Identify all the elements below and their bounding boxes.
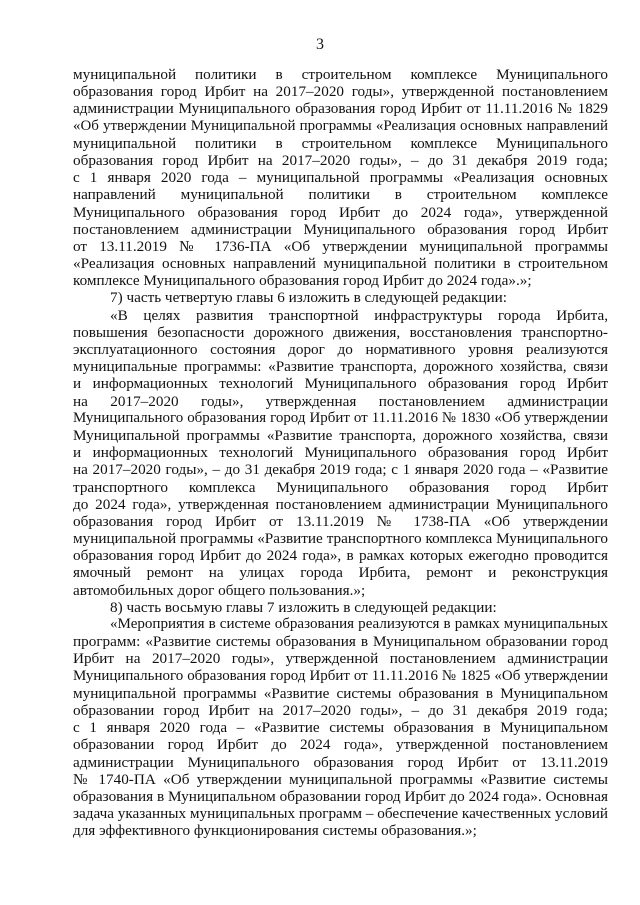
text-line: от 13.11.2019 № 1736-ПА «Об утверждении муниципальной программы xyxy=(73,237,608,255)
text-line: муниципальной программы «Развитие системы образования в Муниципальном xyxy=(73,684,608,702)
text-line: образования в Муниципальном образовании город Ирбит до 2024 года». Основная xyxy=(73,787,608,805)
text-line: программ: «Развитие системы образования в Муниципальном образовании город xyxy=(73,633,608,651)
text-line: 7) часть четвертую главы 6 изложить в следующей редакции: xyxy=(110,289,508,307)
text-line: Муниципальной программы «Развитие транспорта, дорожного хозяйства, связи xyxy=(73,426,608,444)
text-line: Муниципального образования город Ирбит от 11.11.2016 № 1825 «Об утверждении xyxy=(73,667,608,684)
text-line: эксплуатационного состояния дорог до нормативного уровня реализуются xyxy=(73,341,608,358)
text-line: № 1740-ПА «Об утверждении муниципальной программы «Развитие системы xyxy=(73,770,608,788)
text-line: «В целях развития транспортной инфраструктуры города Ирбита, xyxy=(110,306,608,324)
text-line: с 1 января 2020 года – муниципальной программы «Реализация основных xyxy=(73,169,608,187)
text-line: Ирбит на 2017–2020 годы», утвержденной постановлением администрации xyxy=(73,650,608,668)
text-line: образования город Ирбит до 2024 года», в рамках которых ежегодно проводится xyxy=(73,547,608,565)
text-line: «Реализация основных направлений муниципальной политики в строительном xyxy=(73,255,608,273)
text-line: «Мероприятия в системе образования реализуются в рамках муниципальных xyxy=(110,616,608,632)
text-line: и информационных технологий Муниципального образования город Ирбит xyxy=(73,375,608,393)
document-body xyxy=(73,66,608,839)
text-line: 8) часть восьмую главы 7 изложить в следующей редакции: xyxy=(110,598,497,616)
text-line: и информационных технологий Муниципального образования город Ирбит xyxy=(73,444,608,462)
text-line: муниципальные программы: «Развитие транспорта, дорожного хозяйства, связи xyxy=(73,358,608,376)
text-line: на 2017–2020 годы», утвержденная постановлением администрации xyxy=(73,392,608,410)
text-line: задача указанных муниципальных программ – обеспечение качественных условий xyxy=(73,805,608,823)
text-line: муниципальной программы «Развитие транспортного комплекса Муниципального xyxy=(73,530,608,548)
text-line: образования город Ирбит на 2017–2020 годы», утвержденной постановлением xyxy=(73,83,608,101)
text-line: образования город Ирбит на 2017–2020 годы», – до 31 декабря 2019 года; xyxy=(73,151,608,169)
text-line: администрации Муниципального образования город Ирбит от 11.11.2016 № 1829 xyxy=(73,100,608,118)
text-line: транспортного комплекса Муниципального образования город Ирбит xyxy=(73,478,608,496)
text-line: повышения безопасности дорожного движения, восстановления транспортно- xyxy=(73,323,608,341)
text-line: образования город Ирбит от 13.11.2019 № 1738-ПА «Об утверждении xyxy=(73,512,608,530)
text-line: муниципальной политики в строительном комплексе Муниципального xyxy=(73,134,608,152)
text-line: комплексе Муниципального образования город Ирбит до 2024 года».»; xyxy=(73,272,532,290)
text-line: Муниципального образования город Ирбит до 2024 года», утвержденной xyxy=(73,203,608,221)
text-line: направлений муниципальной политики в строительном комплексе xyxy=(73,186,608,204)
text-line: с 1 января 2020 года – «Развитие системы образования в Муниципальном xyxy=(73,719,608,737)
text-line: администрации Муниципального образования город Ирбит от 13.11.2019 xyxy=(73,753,608,771)
text-line: «Об утверждении Муниципальной программы «Реализация основных направлений xyxy=(73,117,608,134)
text-line: ямочный ремонт на улицах города Ирбита, ремонт и реконструкция xyxy=(73,564,608,582)
text-line: образовании город Ирбит на 2017–2020 годы», – до 31 декабря 2019 года; xyxy=(73,701,608,719)
text-line: образовании город Ирбит до 2024 года», утвержденной постановлением xyxy=(73,736,608,754)
text-line: постановлением администрации Муниципального образования город Ирбит xyxy=(73,220,608,238)
text-line: автомобильных дорог общего пользования.»; xyxy=(73,581,366,599)
text-line: до 2024 года», утвержденная постановлением администрации Муниципального xyxy=(73,495,608,513)
text-line: для эффективного функционирования системы образования.»; xyxy=(73,822,477,840)
text-line: Муниципального образования город Ирбит от 11.11.2016 № 1830 «Об утверждении xyxy=(73,409,608,426)
page-number: 3 xyxy=(316,36,324,53)
text-line: на 2017–2020 годы», – до 31 декабря 2019 года; с 1 января 2020 года – «Развитие xyxy=(73,461,608,479)
text-line: муниципальной политики в строительном комплексе Муниципального xyxy=(73,66,608,83)
